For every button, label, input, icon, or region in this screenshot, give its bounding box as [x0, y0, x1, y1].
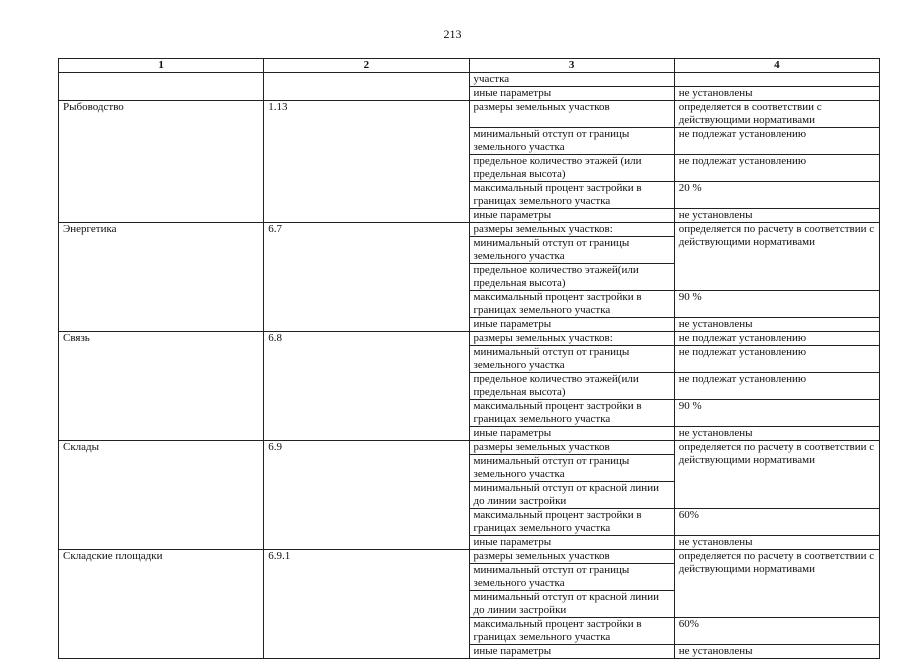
land-use-type: Склады — [59, 441, 264, 550]
table-cell: не подлежат установлению — [674, 346, 879, 373]
table-cell: иные параметры — [469, 536, 674, 550]
regulations-table — [58, 58, 880, 659]
table-cell: участка — [469, 73, 674, 87]
land-use-type: Складские площадки — [59, 550, 264, 659]
table-cell: предельное количество этажей(или предельная высота) — [469, 264, 674, 291]
table-cell: иные параметры — [469, 318, 674, 332]
table-cell: не установлены — [674, 645, 879, 659]
table-row — [59, 332, 880, 346]
table-cell: минимальный отступ от границы земельного участка — [469, 455, 674, 482]
table-cell: 90 % — [674, 400, 879, 427]
land-use-code: 6.8 — [264, 332, 469, 441]
table-cell: не установлены — [674, 536, 879, 550]
table-cell: не подлежат установлению — [674, 332, 879, 346]
land-use-type: Связь — [59, 332, 264, 441]
table-cell — [59, 73, 264, 101]
table-cell: размеры земельных участков — [469, 101, 674, 128]
table-cell: не установлены — [674, 318, 879, 332]
table-cell: минимальный отступ от границы земельного участка — [469, 346, 674, 373]
table-row — [59, 441, 880, 455]
column-header-4: 4 — [674, 59, 879, 73]
table-cell: 20 % — [674, 182, 879, 209]
land-use-code: 1.13 — [264, 101, 469, 223]
table-row — [59, 73, 880, 87]
table-cell: максимальный процент застройки в границах земельного участка — [469, 182, 674, 209]
table-cell: максимальный процент застройки в границах земельного участка — [469, 509, 674, 536]
column-header-2: 2 — [264, 59, 469, 73]
table-cell: 60% — [674, 509, 879, 536]
table-cell: минимальный отступ от красной линии до линии застройки — [469, 591, 674, 618]
column-header-3: 3 — [469, 59, 674, 73]
table-cell — [264, 73, 469, 101]
table-cell: определяется по расчету в соответствии с действующими нормативами — [674, 223, 879, 291]
page-number: 213 — [443, 27, 462, 41]
table-cell: размеры земельных участков — [469, 441, 674, 455]
table-cell: минимальный отступ от границы земельного участка — [469, 564, 674, 591]
table-cell: иные параметры — [469, 87, 674, 101]
column-header-1: 1 — [59, 59, 264, 73]
table-cell: иные параметры — [469, 645, 674, 659]
table-cell: не подлежат установлению — [674, 128, 879, 155]
table-cell: максимальный процент застройки в границах земельного участка — [469, 400, 674, 427]
table-cell: не подлежат установлению — [674, 373, 879, 400]
table-cell: 90 % — [674, 291, 879, 318]
land-use-code: 6.9.1 — [264, 550, 469, 659]
table-cell: не подлежат установлению — [674, 155, 879, 182]
table-cell: иные параметры — [469, 427, 674, 441]
table-header-row — [59, 59, 880, 73]
table-cell: минимальный отступ от красной линии до линии застройки — [469, 482, 674, 509]
table-cell: размеры земельных участков: — [469, 223, 674, 237]
table-row — [59, 101, 880, 128]
table-cell: максимальный процент застройки в границах земельного участка — [469, 618, 674, 645]
land-use-type: Энергетика — [59, 223, 264, 332]
table-cell: предельное количество этажей(или предельная высота) — [469, 373, 674, 400]
table-cell: не установлены — [674, 209, 879, 223]
table-cell: 60% — [674, 618, 879, 645]
table-cell: не установлены — [674, 427, 879, 441]
table-cell: предельное количество этажей (или предельная высота) — [469, 155, 674, 182]
land-use-code: 6.9 — [264, 441, 469, 550]
table-cell: размеры земельных участков — [469, 550, 674, 564]
table-cell: не установлены — [674, 87, 879, 101]
table-cell: определяется по расчету в соответствии с действующими нормативами — [674, 441, 879, 509]
table-cell: иные параметры — [469, 209, 674, 223]
table-cell: минимальный отступ от границы земельного участка — [469, 128, 674, 155]
table-cell: определяется по расчету в соответствии с действующими нормативами — [674, 550, 879, 618]
table-cell: минимальный отступ от границы земельного участка — [469, 237, 674, 264]
table-cell: максимальный процент застройки в границах земельного участка — [469, 291, 674, 318]
table-cell: определяется в соответствии с действующими нормативами — [674, 101, 879, 128]
land-use-type: Рыбоводство — [59, 101, 264, 223]
table-row — [59, 223, 880, 237]
table-cell — [674, 73, 879, 87]
table-cell: размеры земельных участков: — [469, 332, 674, 346]
table-row — [59, 550, 880, 564]
land-use-code: 6.7 — [264, 223, 469, 332]
